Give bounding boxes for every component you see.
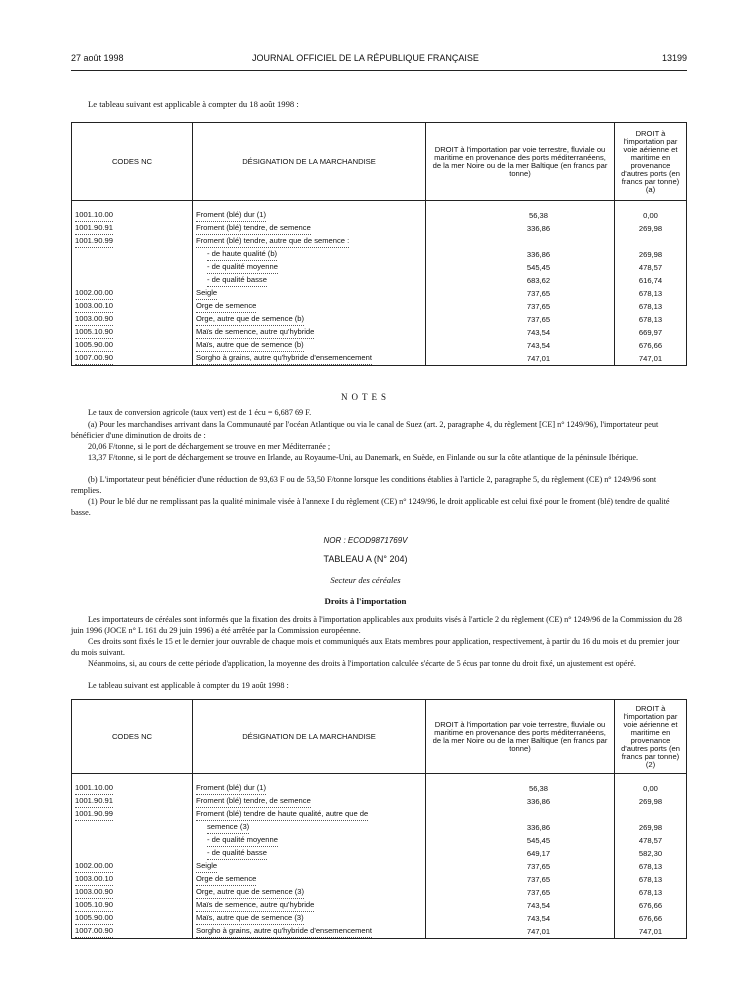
- designation-cell-text: - de qualité basse: [207, 274, 267, 287]
- droit-1-cell-text: 747,01: [526, 926, 551, 936]
- droit-2-cell: [615, 248, 687, 261]
- droit-1-cell: [426, 300, 615, 313]
- droit-2-cell: [615, 912, 687, 925]
- droit-1-cell: [426, 209, 615, 222]
- code-cell-text: 1005.90.00: [75, 912, 113, 925]
- droit-2-cell-text: 669,97: [638, 327, 663, 337]
- droit-1-cell-text: 545,45: [526, 835, 551, 845]
- designation-cell-text: - de qualité moyenne: [207, 834, 278, 847]
- droit-2-cell: [615, 873, 687, 886]
- table-row: [72, 261, 687, 274]
- table-row: [72, 235, 687, 248]
- designation-cell-text: Froment (blé) tendre, autre que de semence :: [196, 235, 349, 248]
- droit-2-cell: [615, 925, 687, 939]
- code-cell-text: 1003.00.10: [75, 873, 113, 886]
- droit-2-cell: [615, 326, 687, 339]
- col-header-droit-2: DROIT à l'importation par voie aérienne et maritime en provenance d'autres ports (en francs par tonne) (2): [615, 700, 687, 774]
- col-header-designation: DÉSIGNATION DE LA MARCHANDISE: [193, 700, 426, 774]
- code-cell: [72, 821, 193, 834]
- droit-1-cell-text: 545,45: [526, 262, 551, 272]
- code-cell: [72, 782, 193, 795]
- droit-2-cell: [615, 847, 687, 860]
- droit-1-cell: [426, 235, 615, 248]
- code-cell: [72, 834, 193, 847]
- code-cell-text: 1001.90.99: [75, 235, 113, 248]
- droit-2-cell: [615, 782, 687, 795]
- droit-1-cell: [426, 873, 615, 886]
- code-cell-text: 1001.90.91: [75, 222, 113, 235]
- droit-1-cell: [426, 782, 615, 795]
- code-cell: [72, 326, 193, 339]
- droit-2-cell-text: 0,00: [643, 783, 658, 793]
- droit-2-cell: [615, 300, 687, 313]
- designation-cell: [193, 886, 426, 899]
- table-row: [72, 248, 687, 261]
- designation-cell: [193, 274, 426, 287]
- designation-cell-text: Maïs, autre que de semence (3): [196, 912, 304, 925]
- droit-1-cell: [426, 261, 615, 274]
- droit-2-cell-text: 678,13: [638, 874, 663, 884]
- code-cell: [72, 261, 193, 274]
- droit-2-cell: [615, 287, 687, 300]
- nor-reference: NOR : ECOD9871769V: [323, 536, 408, 545]
- tariff-table-2: [71, 699, 687, 939]
- droit-1-cell: [426, 339, 615, 352]
- droit-1-cell: [426, 222, 615, 235]
- code-cell-text: 1001.10.00: [75, 782, 113, 795]
- droit-2-cell-text: 678,13: [638, 301, 663, 311]
- droit-1-cell-text: 747,01: [526, 353, 551, 363]
- notes-p3: 20,06 F/tonne, si le port de déchargement se trouve en mer Méditerranée ;: [88, 442, 331, 451]
- designation-cell: [193, 873, 426, 886]
- code-cell-text: 1001.90.99: [75, 808, 113, 821]
- droit-2-cell-text: 676,66: [638, 900, 663, 910]
- code-cell-text: 1001.10.00: [75, 209, 113, 222]
- designation-cell-text: Maïs de semence, autre qu'hybride: [196, 326, 314, 339]
- code-cell: [72, 808, 193, 821]
- droit-2-cell-text: 676,66: [638, 913, 663, 923]
- intro-text-1: Le tableau suivant est applicable à compter du 18 août 1998 :: [88, 99, 299, 109]
- droit-2-cell: [615, 274, 687, 287]
- designation-cell: [193, 209, 426, 222]
- droit-2-cell-text: 747,01: [638, 353, 663, 363]
- droit-1-cell: [426, 834, 615, 847]
- designation-cell: [193, 847, 426, 860]
- col-header-codes: CODES NC: [72, 123, 193, 201]
- designation-cell-text: Sorgho à grains, autre qu'hybride d'ensemencement: [196, 352, 372, 365]
- droit-1-cell-text: 649,17: [526, 848, 551, 858]
- designation-cell-text: - de qualité basse: [207, 847, 267, 860]
- table-1-body: [72, 201, 687, 366]
- droit-1-cell: [426, 912, 615, 925]
- designation-cell: [193, 235, 426, 248]
- notes-p4: 13,37 F/tonne, si le port de déchargement se trouve en Irlande, au Royaume-Uni, au Danemark, en Suède, en Finlande ou sur la côte atlantique de la péninsule Ibérique.: [88, 453, 639, 462]
- table-row: [72, 222, 687, 235]
- designation-cell: [193, 313, 426, 326]
- droit-1-cell-text: 56,38: [528, 210, 548, 220]
- droit-1-cell: [426, 313, 615, 326]
- code-cell-text: 1005.10.90: [75, 899, 113, 912]
- code-cell-text: 1002.00.00: [75, 860, 113, 873]
- designation-cell-text: Froment (blé) tendre, de semence: [196, 795, 311, 808]
- droit-2-cell-text: 676,66: [638, 340, 663, 350]
- table-row: [72, 912, 687, 925]
- table-row: [72, 847, 687, 860]
- droit-1-cell-text: 336,86: [526, 223, 551, 233]
- code-cell-text: 1003.00.10: [75, 300, 113, 313]
- col-header-droit-1: DROIT à l'importation par voie terrestre, fluviale ou maritime en provenance des ports méditerranéens, de la mer Noire ou de la mer Baltique (en francs par tonne): [426, 700, 615, 774]
- droit-2-cell: [615, 821, 687, 834]
- droit-1-cell-text: 737,65: [526, 887, 551, 897]
- header-rule: [71, 70, 687, 71]
- designation-cell-text: Maïs, autre que de semence (b): [196, 339, 304, 352]
- droit-2-cell: [615, 261, 687, 274]
- code-cell: [72, 873, 193, 886]
- droit-1-cell: [426, 847, 615, 860]
- droit-1-cell: [426, 287, 615, 300]
- droit-2-cell-text: 269,98: [638, 822, 663, 832]
- droit-2-cell-text: 678,13: [638, 314, 663, 324]
- table-row: [72, 860, 687, 873]
- code-cell: [72, 222, 193, 235]
- droit-1-cell-text: 336,86: [526, 249, 551, 259]
- designation-cell: [193, 287, 426, 300]
- designation-cell-text: Orge de semence: [196, 300, 256, 313]
- table-row: [72, 352, 687, 366]
- designation-cell-text: Froment (blé) tendre de haute qualité, autre que de: [196, 808, 368, 821]
- designation-cell: [193, 222, 426, 235]
- code-cell: [72, 235, 193, 248]
- droit-2-cell: [615, 339, 687, 352]
- code-cell: [72, 912, 193, 925]
- table-row: [72, 782, 687, 795]
- code-cell: [72, 886, 193, 899]
- designation-cell-text: - de haute qualité (b): [207, 248, 277, 261]
- code-cell: [72, 313, 193, 326]
- header-journal-title: JOURNAL OFFICIEL DE LA RÉPUBLIQUE FRANÇAISE: [252, 53, 479, 63]
- droit-1-cell: [426, 899, 615, 912]
- designation-cell-text: Orge, autre que de semence (3): [196, 886, 304, 899]
- body-p2: Ces droits sont fixés le 15 et le dernier jour ouvrable de chaque mois et communiqués aux Etats membres pour application, respectivement, à partir du 16 du mois et du premier jour du mois suivant.: [71, 637, 680, 657]
- designation-cell: [193, 821, 426, 834]
- droit-2-cell: [615, 222, 687, 235]
- tableau-title: TABLEAU A (N° 204): [323, 554, 408, 564]
- body-p4: Le tableau suivant est applicable à compter du 19 août 1998 :: [88, 681, 289, 690]
- table-row: [72, 274, 687, 287]
- droit-2-cell-text: 269,98: [638, 249, 663, 259]
- droit-1-cell-text: 336,86: [526, 822, 551, 832]
- droit-1-cell: [426, 821, 615, 834]
- col-header-codes: CODES NC: [72, 700, 193, 774]
- code-cell-text: 1003.00.90: [75, 886, 113, 899]
- droit-2-cell-text: 478,57: [638, 835, 663, 845]
- table-row: [72, 821, 687, 834]
- table-row: [72, 873, 687, 886]
- notes-p5: (b) L'importateur peut bénéficier d'une réduction de 93,63 F ou de 53,50 F/tonne lorsque les conditions établies à l'article 2, paragraphe 5, du règlement (CE) n° 1249/96 sont remplies.: [71, 475, 657, 495]
- code-cell-text: 1005.10.90: [75, 326, 113, 339]
- col-header-droit-2: DROIT à l'importation par voie aérienne et maritime en provenance d'autres ports (en francs par tonne) (a): [615, 123, 687, 201]
- droit-1-cell-text: 743,54: [526, 327, 551, 337]
- droit-2-cell-text: 678,13: [638, 887, 663, 897]
- table-row: [72, 795, 687, 808]
- droit-2-cell: [615, 899, 687, 912]
- droit-1-cell-text: 737,65: [526, 288, 551, 298]
- droit-1-cell-text: 743,54: [526, 900, 551, 910]
- droit-1-cell-text: 56,38: [528, 783, 548, 793]
- designation-cell-text: Orge de semence: [196, 873, 256, 886]
- notes-title: NOTES: [341, 392, 390, 402]
- designation-cell: [193, 326, 426, 339]
- table-row: [72, 300, 687, 313]
- table-row: [72, 834, 687, 847]
- droit-2-cell-text: 0,00: [643, 210, 658, 220]
- droit-1-cell: [426, 925, 615, 939]
- designation-cell: [193, 248, 426, 261]
- code-cell: [72, 925, 193, 939]
- table-2-body: [72, 774, 687, 939]
- code-cell: [72, 795, 193, 808]
- table-row: [72, 808, 687, 821]
- table-row: [72, 339, 687, 352]
- droit-2-cell: [615, 795, 687, 808]
- droit-1-cell: [426, 274, 615, 287]
- designation-cell: [193, 339, 426, 352]
- code-cell-text: 1007.00.90: [75, 925, 113, 938]
- designation-cell: [193, 925, 426, 939]
- designation-cell: [193, 352, 426, 366]
- code-cell: [72, 352, 193, 366]
- notes-p6: (1) Pour le blé dur ne remplissant pas la qualité minimale visée à l'annexe I du règlement (CE) n° 1249/96, le droit applicable est celui fixé pour le froment (blé) tendre de qualité basse.: [71, 497, 670, 517]
- designation-cell: [193, 300, 426, 313]
- droit-2-cell: [615, 834, 687, 847]
- droit-2-cell: [615, 313, 687, 326]
- droit-1-cell-text: 743,54: [526, 340, 551, 350]
- col-header-designation: DÉSIGNATION DE LA MARCHANDISE: [193, 123, 426, 201]
- code-cell: [72, 339, 193, 352]
- droit-2-cell: [615, 235, 687, 248]
- notes-p2: (a) Pour les marchandises arrivant dans la Communauté par l'océan Atlantique ou via le canal de Suez (art. 2, paragraphe 4, du règlement [CE] n° 1249/96), l'importateur peut bénéficier d'une diminution de droits de :: [71, 420, 659, 440]
- droit-1-cell-text: 336,86: [526, 796, 551, 806]
- designation-cell-text: Seigle: [196, 287, 217, 300]
- droit-2-cell-text: 478,57: [638, 262, 663, 272]
- droit-1-cell: [426, 886, 615, 899]
- droit-1-cell-text: 737,65: [526, 861, 551, 871]
- droit-1-cell-text: 737,65: [526, 301, 551, 311]
- designation-cell: [193, 834, 426, 847]
- droit-2-cell-text: 678,13: [638, 288, 663, 298]
- code-cell-text: 1002.00.00: [75, 287, 113, 300]
- droit-2-cell: [615, 808, 687, 821]
- designation-cell: [193, 782, 426, 795]
- code-cell: [72, 300, 193, 313]
- table-row: [72, 886, 687, 899]
- code-cell: [72, 847, 193, 860]
- droit-2-cell: [615, 886, 687, 899]
- droit-1-cell: [426, 352, 615, 366]
- code-cell: [72, 287, 193, 300]
- droit-1-cell-text: 737,65: [526, 314, 551, 324]
- droit-2-cell: [615, 352, 687, 366]
- droit-1-cell-text: 683,62: [526, 275, 551, 285]
- designation-cell-text: Sorgho à grains, autre qu'hybride d'ensemencement: [196, 925, 372, 938]
- designation-cell: [193, 860, 426, 873]
- table-row: [72, 313, 687, 326]
- droit-1-cell: [426, 248, 615, 261]
- droits-title: Droits à l'importation: [324, 596, 407, 606]
- droit-2-cell: [615, 209, 687, 222]
- designation-cell-text: semence (3): [207, 821, 249, 834]
- droit-2-cell-text: 269,98: [638, 223, 663, 233]
- droit-2-cell: [615, 860, 687, 873]
- table-row: [72, 287, 687, 300]
- tariff-table-1: [71, 122, 687, 366]
- table-row: [72, 326, 687, 339]
- header-date: 27 août 1998: [71, 53, 124, 63]
- code-cell: [72, 209, 193, 222]
- col-header-droit-1: DROIT à l'importation par voie terrestre, fluviale ou maritime en provenance des ports méditerranéens, de la mer Noire ou de la mer Baltique (en francs par tonne): [426, 123, 615, 201]
- code-cell: [72, 860, 193, 873]
- designation-cell: [193, 899, 426, 912]
- droit-1-cell-text: 737,65: [526, 874, 551, 884]
- designation-cell-text: Maïs de semence, autre qu'hybride: [196, 899, 314, 912]
- table-row: [72, 209, 687, 222]
- code-cell: [72, 248, 193, 261]
- code-cell-text: 1005.90.00: [75, 339, 113, 352]
- code-cell-text: 1007.00.90: [75, 352, 113, 365]
- designation-cell-text: Orge, autre que de semence (b): [196, 313, 304, 326]
- droit-2-cell-text: 269,98: [638, 796, 663, 806]
- designation-cell: [193, 795, 426, 808]
- table-row: [72, 925, 687, 939]
- droit-2-cell-text: 582,30: [638, 848, 663, 858]
- designation-cell-text: - de qualité moyenne: [207, 261, 278, 274]
- body-p3: Néanmoins, si, au cours de cette période d'application, la moyenne des droits à l'importation calculée s'écarte de 5 écus par tonne du droit fixé, un ajustement est opéré.: [88, 659, 636, 668]
- droit-2-cell-text: 747,01: [638, 926, 663, 936]
- notes-p1: Le taux de conversion agricole (taux vert) est de 1 écu = 6,687 69 F.: [88, 408, 312, 417]
- code-cell-text: 1001.90.91: [75, 795, 113, 808]
- body-p1: Les importateurs de céréales sont informés que la fixation des droits à l'importation applicables aux produits visés à l'article 2 du règlement (CE) n° 1249/96 de la Commission du 28 juin 1996 (JOCE n° L 161 du 29 juin 1996) a été arrêtée par la Commission européenne.: [71, 615, 682, 635]
- droit-2-cell-text: 616,74: [638, 275, 663, 285]
- code-cell: [72, 899, 193, 912]
- header-page-number: 13199: [661, 53, 687, 63]
- table-row: [72, 899, 687, 912]
- droit-1-cell-text: 743,54: [526, 913, 551, 923]
- designation-cell: [193, 912, 426, 925]
- designation-cell-text: Froment (blé) dur (1): [196, 209, 266, 222]
- designation-cell: [193, 808, 426, 821]
- designation-cell: [193, 261, 426, 274]
- droit-1-cell: [426, 326, 615, 339]
- designation-cell-text: Seigle: [196, 860, 217, 873]
- code-cell: [72, 274, 193, 287]
- designation-cell-text: Froment (blé) dur (1): [196, 782, 266, 795]
- secteur-title: Secteur des céréales: [330, 575, 401, 585]
- droit-1-cell: [426, 860, 615, 873]
- droit-1-cell: [426, 808, 615, 821]
- code-cell-text: 1003.00.90: [75, 313, 113, 326]
- designation-cell-text: Froment (blé) tendre, de semence: [196, 222, 311, 235]
- droit-2-cell-text: 678,13: [638, 861, 663, 871]
- droit-1-cell: [426, 795, 615, 808]
